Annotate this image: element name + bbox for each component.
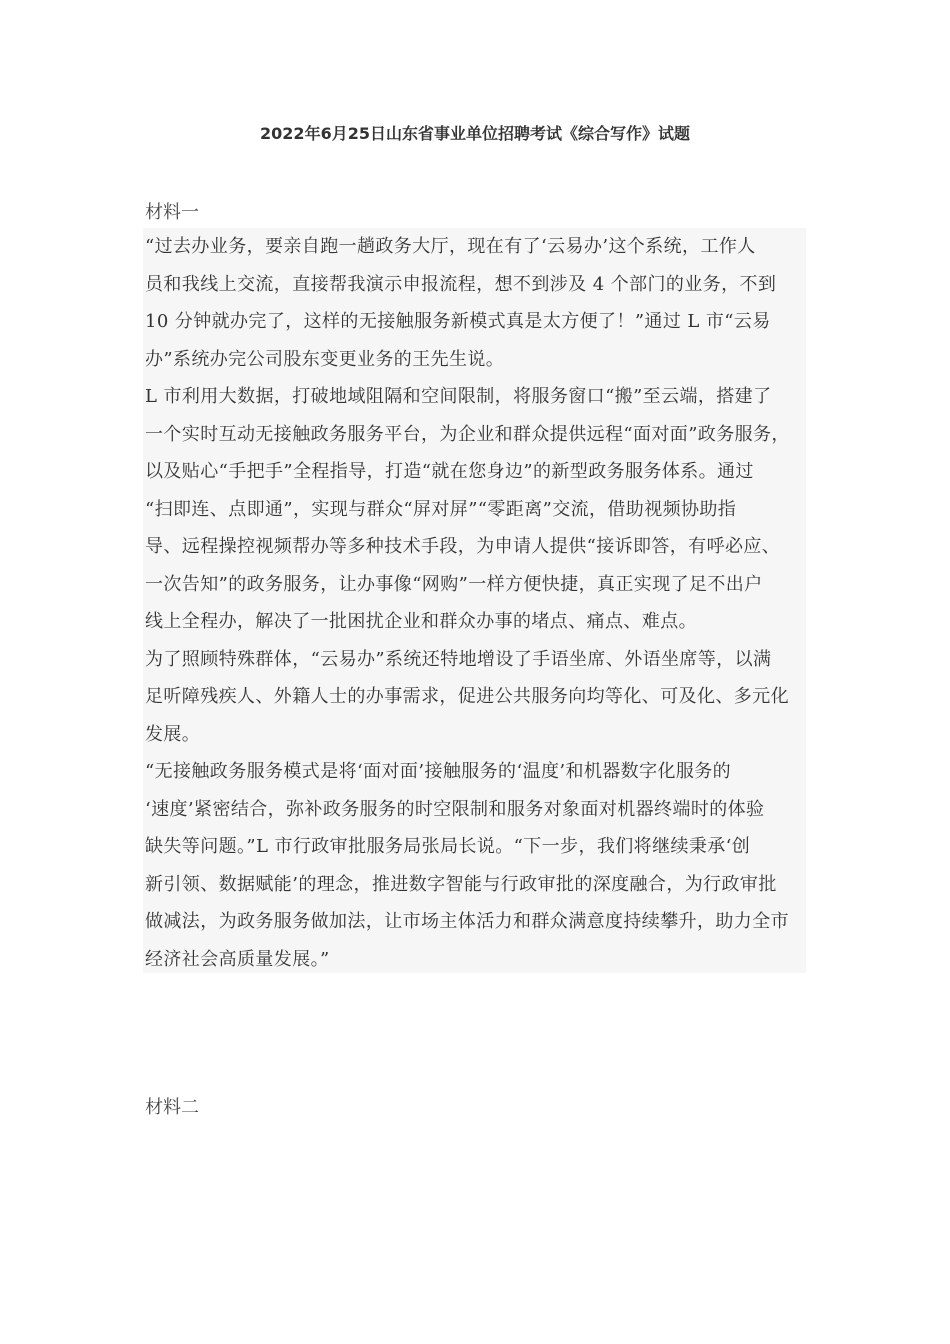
text-line: “过去办业务，要亲自跑一趟政务大厅，现在有了‘云易办’这个系统，工作人 [145, 236, 756, 257]
text-line: 为了照顾特殊群体，“云易办”系统还特地增设了手语坐席、外语坐席等，以满 [145, 648, 772, 670]
material-one-label: 材料一 [145, 202, 199, 223]
text-line: 做减法，为政务服务做加法，让市场主体活力和群众满意度持续攀升，助力全市 [145, 911, 789, 932]
paragraph [143, 753, 806, 978]
text-line: 发展。 [145, 723, 201, 745]
text-line: ‘速度’紧密结合，弥补政务服务的时空限制和服务对象面对机器终端时的体验 [145, 798, 765, 820]
text-line: 新引领、数据赋能’的理念，推进数字智能与行政审批的深度融合，为行政审批 [145, 873, 777, 895]
paragraph [143, 378, 806, 641]
text-line: “无接触政务服务模式是将‘面对面’接触服务的‘温度’和机器数字化服务的 [145, 761, 732, 782]
text-line: L 市利用大数据，打破地域阻隔和空间限制，将服务窗口“搬”至云端，搭建了 [145, 386, 772, 407]
text-line: 办”系统办完公司股东变更业务的王先生说。 [145, 348, 505, 370]
text-line: 一次告知”的政务服务，让办事像“网购”一样方便快捷，真正实现了足不出户 [145, 573, 763, 595]
paragraph [143, 228, 806, 378]
text-line: 导、远程操控视频帮办等多种技术手段，为申请人提供“接诉即答，有呼必应、 [145, 536, 781, 557]
text-line: 一个实时互动无接触政务服务平台，为企业和群众提供远程“面对面”政务服务， [145, 423, 790, 445]
material-two-label: 材料二 [145, 1097, 199, 1118]
text-line: 线上全程办，解决了一批困扰企业和群众办事的堵点、痛点、难点。 [145, 611, 697, 632]
text-line: 足听障残疾人、外籍人士的办事需求，促进公共服务向均等化、可及化、多元化 [145, 686, 789, 707]
document-title: 2022年6月25日山东省事业单位招聘考试《综合写作》试题 [260, 124, 690, 143]
material-one-body [143, 228, 806, 973]
text-line: 以及贴心“手把手”全程指导，打造“就在您身边”的新型政务服务体系。通过 [145, 461, 754, 482]
text-line: 员和我线上交流，直接帮我演示申报流程，想不到涉及 4 个部门的业务，不到 [145, 273, 777, 295]
text-line: 经济社会高质量发展。” [145, 948, 330, 970]
text-line: 10 分钟就办完了，这样的无接触服务新模式真是太方便了！”通过 L 市“云易 [145, 311, 771, 332]
paragraph [143, 641, 806, 754]
text-line: 缺失等问题。”L 市行政审批服务局张局长说。“下一步，我们将继续秉承‘创 [145, 836, 751, 857]
text-line: “扫即连、点即通”，实现与群众“屏对屏”“零距离”交流，借助视频协助指 [145, 498, 737, 520]
